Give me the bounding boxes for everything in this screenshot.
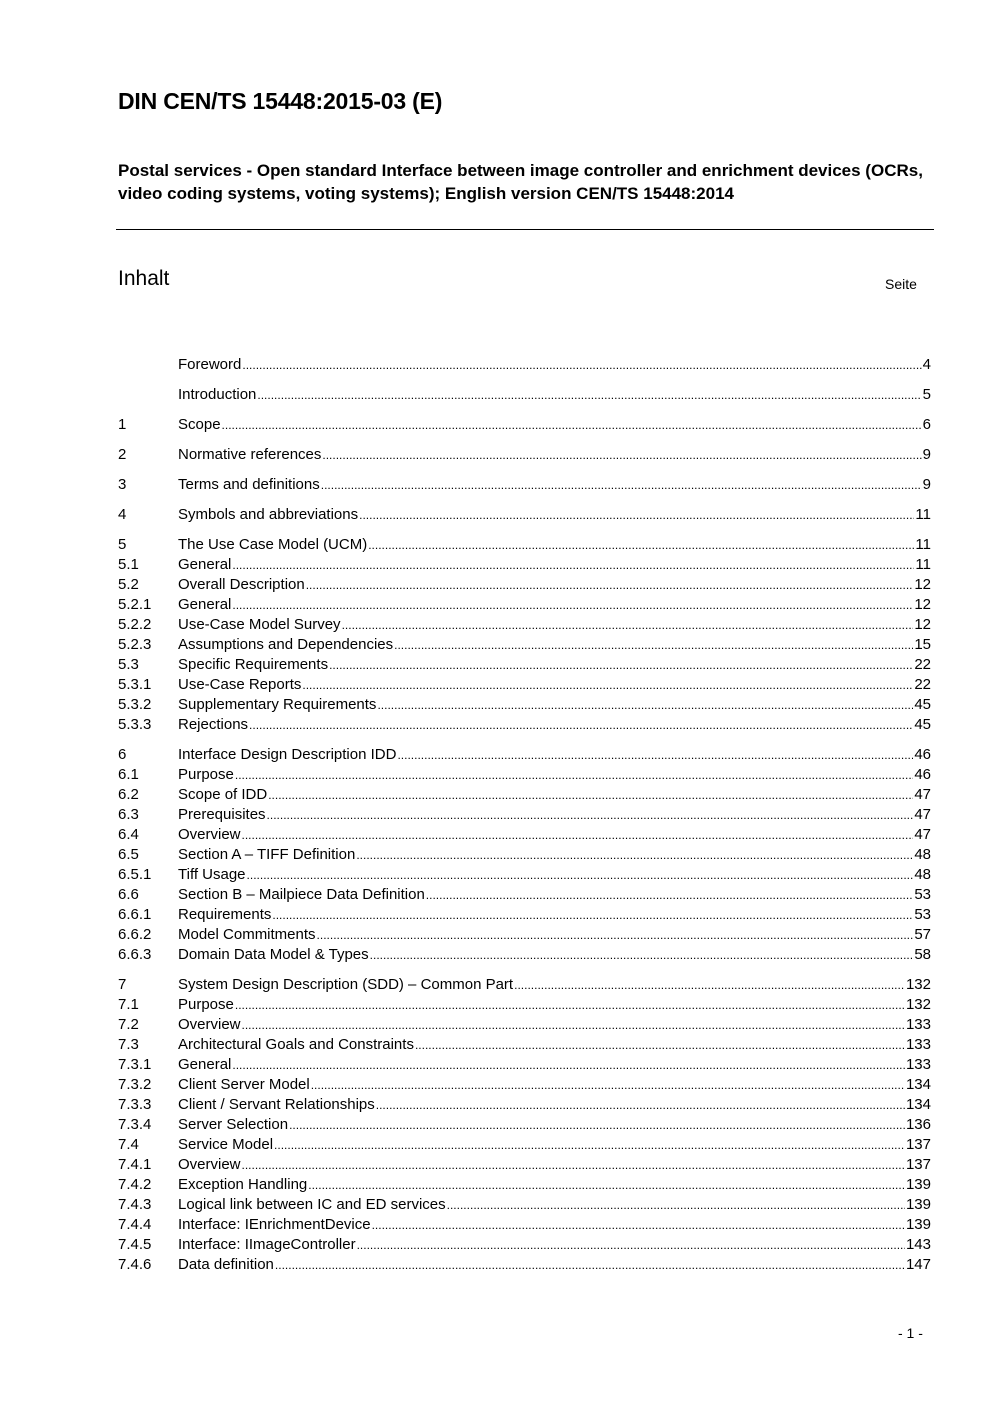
toc-dot-leader xyxy=(272,905,913,925)
toc-entry-number: 5.2.3 xyxy=(118,636,152,653)
toc-dot-leader xyxy=(372,1215,905,1235)
toc-entry-page: 134 xyxy=(905,1096,931,1113)
toc-entry-number: 6.1 xyxy=(118,766,139,783)
toc-entry-page: 9 xyxy=(922,476,931,493)
toc-entry-page: 12 xyxy=(914,616,931,633)
toc-entry-page: 4 xyxy=(922,356,931,373)
toc-entry-number: 5.3.2 xyxy=(118,696,152,713)
toc-entry-title: Scope xyxy=(178,416,221,433)
toc-entry-title: Interface Design Description IDD xyxy=(178,746,397,763)
toc-entry[interactable] xyxy=(118,1215,931,1235)
toc-entry-page: 53 xyxy=(914,906,931,923)
toc-entry-title: Data definition xyxy=(178,1256,274,1273)
toc-entry-number: 6.6 xyxy=(118,886,139,903)
toc-entry-title: Supplementary Requirements xyxy=(178,696,377,713)
toc-entry-page: 12 xyxy=(914,596,931,613)
toc-dot-leader xyxy=(289,1115,905,1135)
toc-entry-title: Overview xyxy=(178,1156,241,1173)
toc-entry-title: General xyxy=(178,596,232,613)
toc-dot-leader xyxy=(232,1055,905,1075)
toc-entry-title: Specific Requirements xyxy=(178,656,329,673)
toc-entry[interactable] xyxy=(118,675,931,695)
toc-entry-page: 134 xyxy=(905,1076,931,1093)
toc-page-column-heading: Seite xyxy=(885,276,917,292)
toc-entry-page: 58 xyxy=(914,946,931,963)
toc-dot-leader xyxy=(342,615,914,635)
toc-entry[interactable] xyxy=(118,1035,931,1055)
toc-group xyxy=(118,505,931,525)
toc-dot-leader xyxy=(232,555,914,575)
toc-dot-leader xyxy=(514,975,905,995)
toc-entry[interactable] xyxy=(118,505,931,525)
toc-entry-title: Rejections xyxy=(178,716,249,733)
toc-entry-title: Use-Case Model Survey xyxy=(178,616,341,633)
toc-entry-page: 143 xyxy=(905,1236,931,1253)
toc-entry[interactable] xyxy=(118,355,931,375)
toc-dot-leader xyxy=(242,1015,905,1035)
toc-entry-title: General xyxy=(178,1056,232,1073)
toc-entry[interactable] xyxy=(118,1055,931,1075)
toc-entry-title: Exception Handling xyxy=(178,1176,308,1193)
toc-dot-leader xyxy=(397,745,913,765)
toc-entry-page: 133 xyxy=(905,1016,931,1033)
toc-entry[interactable] xyxy=(118,415,931,435)
toc-entry-number: 5.2.2 xyxy=(118,616,152,633)
toc-entry-title: Use-Case Reports xyxy=(178,676,302,693)
toc-entry-title: Symbols and abbreviations xyxy=(178,506,359,523)
toc-dot-leader xyxy=(329,655,913,675)
toc-dot-leader xyxy=(242,355,921,375)
title-divider xyxy=(116,229,934,230)
document-subtitle: Postal services - Open standard Interface between image controller and enrichment devices (OCRs, video coding systems, voting systems); English version CEN/TS 15448:2014 xyxy=(118,161,923,203)
toc-dot-leader xyxy=(268,785,913,805)
toc-entry[interactable] xyxy=(118,385,931,405)
toc-entry-number: 7.3.2 xyxy=(118,1076,152,1093)
toc-entry[interactable] xyxy=(118,765,931,785)
toc-entry-number: 6.6.2 xyxy=(118,926,152,943)
toc-entry[interactable] xyxy=(118,655,931,675)
toc-entry[interactable] xyxy=(118,925,931,945)
toc-entry-title: Overview xyxy=(178,826,241,843)
toc-entry[interactable] xyxy=(118,885,931,905)
toc-entry-number: 6.3 xyxy=(118,806,139,823)
toc-entry-title: Normative references xyxy=(178,446,322,463)
toc-group xyxy=(118,415,931,435)
toc-entry[interactable] xyxy=(118,745,931,765)
toc-entry-number: 7.4.5 xyxy=(118,1236,152,1253)
toc-entry-title: System Design Description (SDD) – Common Part xyxy=(178,976,514,993)
toc-entry-page: 133 xyxy=(905,1056,931,1073)
toc-entry-page: 12 xyxy=(914,576,931,593)
toc-entry-page: 9 xyxy=(922,446,931,463)
toc-dot-leader xyxy=(321,475,922,495)
toc-entry-number: 6.2 xyxy=(118,786,139,803)
toc-entry-number: 6 xyxy=(118,746,127,763)
toc-group xyxy=(118,445,931,465)
document-title: DIN CEN/TS 15448:2015-03 (E) xyxy=(118,88,443,114)
toc-dot-leader xyxy=(311,1075,905,1095)
toc-entry-title: Purpose xyxy=(178,766,234,783)
toc-entry-title: Scope of IDD xyxy=(178,786,268,803)
toc-entry[interactable] xyxy=(118,995,931,1015)
toc-entry-title: Purpose xyxy=(178,996,234,1013)
toc-dot-leader xyxy=(317,925,914,945)
toc-entry-page: 132 xyxy=(905,996,931,1013)
toc-entry-page: 147 xyxy=(905,1256,931,1273)
toc-entry-page: 53 xyxy=(914,886,931,903)
toc-dot-leader xyxy=(232,595,913,615)
toc-entry-number: 1 xyxy=(118,416,127,433)
toc-entry[interactable] xyxy=(118,845,931,865)
toc-entry-page: 22 xyxy=(914,676,931,693)
toc-dot-leader xyxy=(426,885,914,905)
toc-entry[interactable] xyxy=(118,1175,931,1195)
toc-dot-leader xyxy=(235,765,913,785)
toc-group xyxy=(118,355,931,375)
toc-entry-number: 5.3.1 xyxy=(118,676,152,693)
toc-entry[interactable] xyxy=(118,595,931,615)
toc-entry-title: Overview xyxy=(178,1016,241,1033)
toc-entry-number: 7 xyxy=(118,976,127,993)
toc-dot-leader xyxy=(370,945,914,965)
toc-entry-number: 6.5.1 xyxy=(118,866,152,883)
toc-dot-leader xyxy=(242,1155,905,1175)
toc-entry-page: 11 xyxy=(915,536,931,553)
toc-entry-page: 46 xyxy=(914,766,931,783)
toc-entry-title: Interface: IImageController xyxy=(178,1236,356,1253)
toc-entry-number: 5.1 xyxy=(118,556,139,573)
toc-entry-page: 5 xyxy=(922,386,931,403)
toc-entry-number: 7.4.6 xyxy=(118,1256,152,1273)
toc-entry-title: The Use Case Model (UCM) xyxy=(178,536,368,553)
toc-entry[interactable] xyxy=(118,715,931,735)
toc-entry[interactable] xyxy=(118,1095,931,1115)
toc-dot-leader xyxy=(267,805,914,825)
toc-entry[interactable] xyxy=(118,1135,931,1155)
toc-entry[interactable] xyxy=(118,945,931,965)
toc-entry[interactable] xyxy=(118,785,931,805)
toc-dot-leader xyxy=(222,415,922,435)
toc-group xyxy=(118,385,931,405)
toc-entry-page: 11 xyxy=(915,506,931,523)
toc-group xyxy=(118,745,931,965)
toc-entry-title: Prerequisites xyxy=(178,806,266,823)
toc-entry-number: 6.4 xyxy=(118,826,139,843)
toc-entry[interactable] xyxy=(118,1195,931,1215)
toc-dot-leader xyxy=(359,505,914,525)
toc-entry-page: 22 xyxy=(914,656,931,673)
toc-entry[interactable] xyxy=(118,475,931,495)
toc-dot-leader xyxy=(242,825,914,845)
toc-entry-page: 47 xyxy=(914,806,931,823)
toc-entry-page: 11 xyxy=(915,556,931,573)
toc-entry[interactable] xyxy=(118,615,931,635)
toc-dot-leader xyxy=(249,715,913,735)
toc-entry-title: Service Model xyxy=(178,1136,274,1153)
toc-entry-number: 7.1 xyxy=(118,996,139,1013)
toc-dot-leader xyxy=(302,675,913,695)
toc-entry[interactable] xyxy=(118,1015,931,1035)
toc-entry-number: 3 xyxy=(118,476,127,493)
toc-entry[interactable] xyxy=(118,1075,931,1095)
toc-entry-page: 137 xyxy=(905,1136,931,1153)
toc-entry-page: 57 xyxy=(914,926,931,943)
toc-dot-leader xyxy=(394,635,913,655)
toc-entry-number: 7.3.1 xyxy=(118,1056,152,1073)
toc-entry-page: 137 xyxy=(905,1156,931,1173)
toc-entry-title: Requirements xyxy=(178,906,272,923)
toc-dot-leader xyxy=(235,995,905,1015)
toc-entry-number: 7.4.2 xyxy=(118,1176,152,1193)
toc-entry-title: Interface: IEnrichmentDevice xyxy=(178,1216,371,1233)
toc-entry-number: 7.4.4 xyxy=(118,1216,152,1233)
toc-entry-number: 7.3.3 xyxy=(118,1096,152,1113)
toc-entry[interactable] xyxy=(118,975,931,995)
toc-group xyxy=(118,975,931,1275)
toc-dot-leader xyxy=(447,1195,905,1215)
toc-entry-number: 7.3 xyxy=(118,1036,139,1053)
toc-entry-number: 7.3.4 xyxy=(118,1116,152,1133)
toc-entry-title: Domain Data Model & Types xyxy=(178,946,369,963)
toc-dot-leader xyxy=(257,385,921,405)
toc-entry-page: 48 xyxy=(914,846,931,863)
toc-entry[interactable] xyxy=(118,1155,931,1175)
page-number: - 1 - xyxy=(898,1325,923,1341)
toc-dot-leader xyxy=(368,535,914,555)
toc-entry-title: General xyxy=(178,556,232,573)
toc-entry-page: 46 xyxy=(914,746,931,763)
toc-entry-title: Client Server Model xyxy=(178,1076,310,1093)
toc-entry-page: 48 xyxy=(914,866,931,883)
toc-dot-leader xyxy=(357,1235,905,1255)
toc-entry[interactable] xyxy=(118,1235,931,1255)
toc-entry-title: Assumptions and Dependencies xyxy=(178,636,394,653)
toc-dot-leader xyxy=(275,1255,905,1275)
toc-entry-number: 6.6.1 xyxy=(118,906,152,923)
toc-entry[interactable] xyxy=(118,445,931,465)
toc-entry-number: 7.4.3 xyxy=(118,1196,152,1213)
toc-entry-number: 5.2 xyxy=(118,576,139,593)
toc-entry-page: 45 xyxy=(914,716,931,733)
toc-entry-title: Architectural Goals and Constraints xyxy=(178,1036,414,1053)
toc-entry-number: 6.6.3 xyxy=(118,946,152,963)
toc-entry-page: 136 xyxy=(905,1116,931,1133)
toc-entry-page: 47 xyxy=(914,826,931,843)
toc-entry[interactable] xyxy=(118,635,931,655)
toc-entry[interactable] xyxy=(118,555,931,575)
toc-entry[interactable] xyxy=(118,905,931,925)
toc-entry-page: 47 xyxy=(914,786,931,803)
toc-entry-page: 45 xyxy=(914,696,931,713)
toc-dot-leader xyxy=(356,845,913,865)
toc-dot-leader xyxy=(415,1035,905,1055)
toc-dot-leader xyxy=(322,445,921,465)
toc-entry[interactable] xyxy=(118,1115,931,1135)
toc-entry[interactable] xyxy=(118,575,931,595)
toc-entry-number: 5 xyxy=(118,536,127,553)
toc-entry-page: 139 xyxy=(905,1216,931,1233)
toc-entry-page: 6 xyxy=(922,416,931,433)
table-of-contents xyxy=(118,355,931,1285)
toc-entry-title: Model Commitments xyxy=(178,926,316,943)
toc-entry[interactable] xyxy=(118,695,931,715)
toc-entry-number: 7.4.1 xyxy=(118,1156,152,1173)
toc-entry-title: Logical link between IC and ED services xyxy=(178,1196,446,1213)
toc-group xyxy=(118,535,931,735)
toc-entry-number: 5.3 xyxy=(118,656,139,673)
toc-entry-number: 5.2.1 xyxy=(118,596,152,613)
toc-entry[interactable] xyxy=(118,535,931,555)
toc-dot-leader xyxy=(306,575,914,595)
toc-entry-page: 15 xyxy=(914,636,931,653)
toc-dot-leader xyxy=(376,1095,905,1115)
toc-dot-leader xyxy=(377,695,913,715)
toc-dot-leader xyxy=(274,1135,905,1155)
toc-entry-title: Server Selection xyxy=(178,1116,289,1133)
toc-entry-title: Introduction xyxy=(178,386,257,403)
toc-entry-number: 7.2 xyxy=(118,1016,139,1033)
toc-entry-number: 4 xyxy=(118,506,127,523)
toc-entry-title: Terms and definitions xyxy=(178,476,320,493)
toc-dot-leader xyxy=(308,1175,905,1195)
toc-entry-number: 5.3.3 xyxy=(118,716,152,733)
toc-entry-number: 2 xyxy=(118,446,127,463)
toc-entry-title: Section A – TIFF Definition xyxy=(178,846,356,863)
toc-entry[interactable] xyxy=(118,805,931,825)
toc-dot-leader xyxy=(247,865,914,885)
toc-entry[interactable] xyxy=(118,1255,931,1275)
toc-entry-title: Client / Servant Relationships xyxy=(178,1096,375,1113)
toc-entry-title: Tiff Usage xyxy=(178,866,246,883)
toc-entry-page: 139 xyxy=(905,1176,931,1193)
toc-entry-page: 139 xyxy=(905,1196,931,1213)
toc-group xyxy=(118,475,931,495)
toc-entry[interactable] xyxy=(118,865,931,885)
toc-entry-number: 6.5 xyxy=(118,846,139,863)
toc-entry[interactable] xyxy=(118,825,931,845)
toc-entry-title: Overall Description xyxy=(178,576,305,593)
toc-entry-number: 7.4 xyxy=(118,1136,139,1153)
toc-entry-page: 133 xyxy=(905,1036,931,1053)
toc-heading: Inhalt xyxy=(118,267,170,290)
toc-entry-title: Foreword xyxy=(178,356,242,373)
toc-entry-page: 132 xyxy=(905,976,931,993)
toc-entry-title: Section B – Mailpiece Data Definition xyxy=(178,886,425,903)
